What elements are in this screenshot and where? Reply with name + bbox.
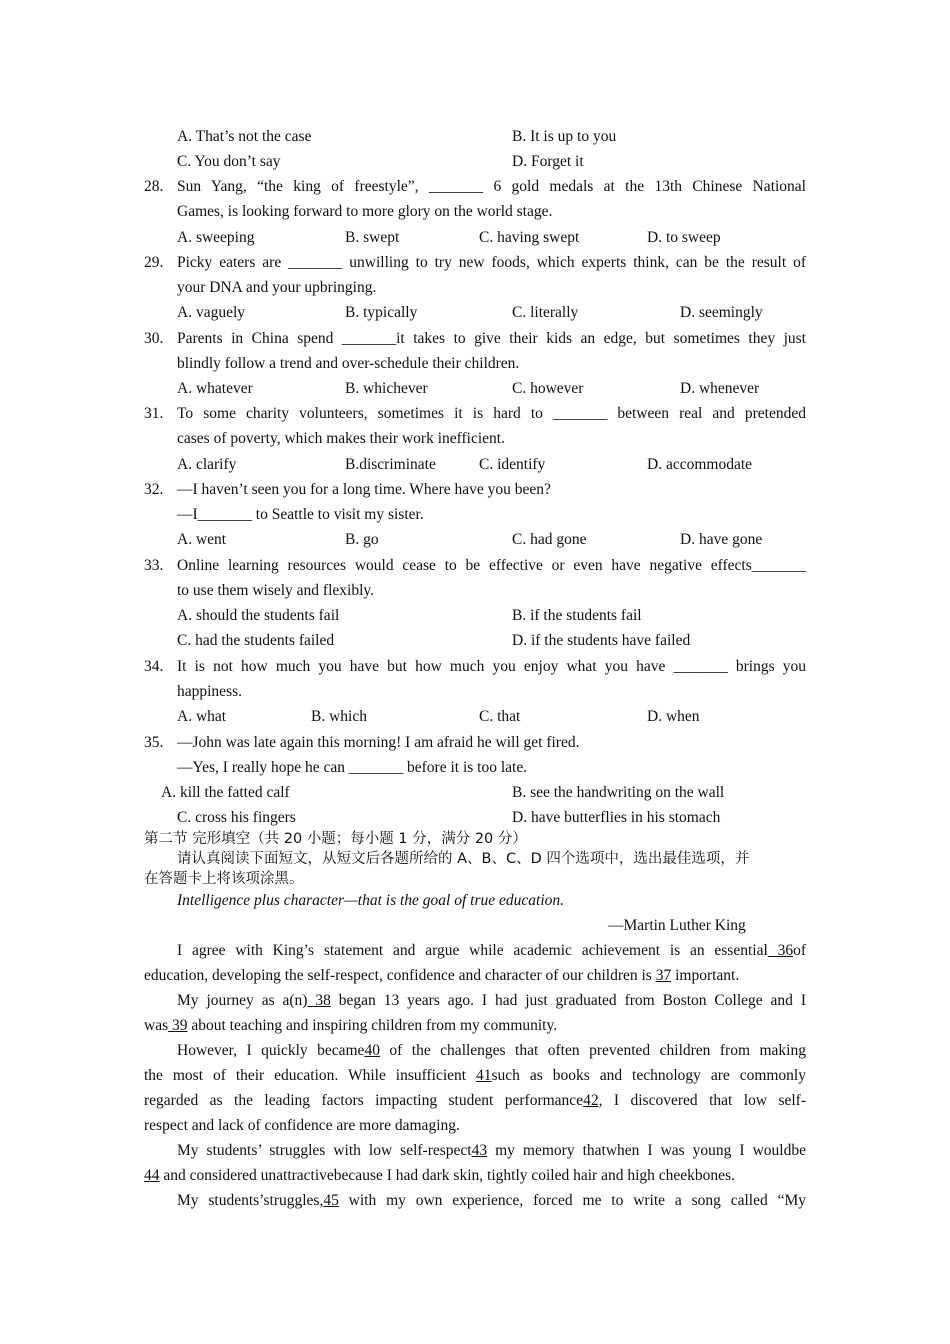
epigraph-attribution: —Martin Luther King	[608, 917, 746, 934]
question-stem-line: To some charity volunteers, sometimes it is hard to _______ between real and pretended	[177, 405, 806, 422]
option-a: A. sweeping	[177, 229, 255, 246]
option-c: C. literally	[512, 304, 579, 321]
blank-38: 38	[307, 992, 331, 1009]
question-number: 33.	[144, 557, 164, 574]
option-b: B. swept	[345, 229, 400, 246]
question-number: 28.	[144, 178, 164, 195]
question-number: 34.	[144, 658, 164, 675]
question-stem-line: —Yes, I really hope he can _______ before it is too late.	[177, 759, 528, 776]
option-a: A. went	[177, 531, 227, 548]
blank-37: 37	[655, 967, 672, 984]
option-d: D. whenever	[680, 380, 760, 397]
blank-41: 41	[476, 1067, 492, 1084]
option-b: B. go	[345, 531, 379, 548]
option-a: A. what	[177, 708, 227, 725]
question-stem-line: —John was late again this morning! I am afraid he will get fired.	[177, 734, 580, 751]
option-d: D. have gone	[680, 531, 763, 548]
question-stem-line: happiness.	[177, 683, 243, 700]
question-number: 29.	[144, 254, 164, 271]
epigraph-quote: Intelligence plus character—that is the goal of true education.	[177, 892, 565, 909]
option-c: C. identify	[479, 456, 546, 473]
q27-option-a: A. That’s not the case	[177, 128, 312, 145]
option-a: A. whatever	[177, 380, 253, 397]
q27-option-b: B. It is up to you	[512, 128, 617, 145]
section-instruction: 请认真阅读下面短文，从短文后各题所给的 A、B、C、D 四个选项中，选出最佳选项，并	[177, 851, 750, 867]
question-stem-line: —I_______ to Seattle to visit my sister.	[177, 506, 424, 523]
question-stem-line: Picky eaters are _______ unwilling to try new foods, which experts think, can be the result of	[177, 254, 806, 271]
passage-line: However, I quickly became40 of the challenges that often prevented children from making	[177, 1042, 806, 1059]
option-a: A. should the students fail	[177, 607, 340, 624]
option-c: C. cross his fingers	[177, 809, 296, 826]
passage-line: the most of their education. While insufficient 41such as books and technology are commonly	[144, 1067, 806, 1084]
passage-line: regarded as the leading factors impacting student performance42, I discovered that low self-	[144, 1092, 807, 1109]
question-stem-line: Parents in China spend _______it takes to give their kids an edge, but sometimes they just	[177, 330, 806, 347]
option-d: D. to sweep	[647, 229, 721, 246]
option-b: B. typically	[345, 304, 418, 321]
option-b: B. whichever	[345, 380, 428, 397]
question-stem-line: to use them wisely and flexibly.	[177, 582, 375, 599]
question-number: 32.	[144, 481, 164, 498]
option-d: D. have butterflies in his stomach	[512, 809, 721, 826]
option-c: C. however	[512, 380, 584, 397]
question-stem-line: Games, is looking forward to more glory on the world stage.	[177, 203, 553, 220]
option-d: D. when	[647, 708, 700, 725]
question-number: 30.	[144, 330, 164, 347]
option-a: A. clarify	[177, 456, 237, 473]
option-b: B. see the handwriting on the wall	[512, 784, 725, 801]
passage-line: My students’ struggles with low self-respect43 my memory thatwhen I was young I wouldbe	[177, 1142, 806, 1159]
option-b: B. if the students fail	[512, 607, 642, 624]
option-c: C. that	[479, 708, 521, 725]
option-a: A. kill the fatted calf	[161, 784, 290, 801]
passage-line: I agree with King’s statement and argue while academic achievement is an essential 36of	[177, 942, 806, 959]
question-stem-line: —I haven’t seen you for a long time. Where have you been?	[177, 481, 551, 498]
passage-line: My journey as a(n) 38 began 13 years ago. I had just graduated from Boston College and I	[177, 992, 807, 1009]
option-c: C. having swept	[479, 229, 580, 246]
section-instruction: 在答题卡上将该项涂黑。	[144, 871, 304, 887]
option-d: D. if the students have failed	[512, 632, 691, 649]
option-d: D. accommodate	[647, 456, 753, 473]
question-stem-line: It is not how much you have but how much you enjoy what you have _______ brings you	[177, 658, 806, 675]
question-stem-line: Sun Yang, “the king of freestyle”, _______ 6 gold medals at the 13th Chinese National	[177, 178, 806, 195]
option-c: C. had the students failed	[177, 632, 335, 649]
blank-42: 42	[583, 1092, 599, 1109]
question-stem-line: your DNA and your upbringing.	[177, 279, 377, 296]
question-number: 35.	[144, 734, 164, 751]
option-c: C. had gone	[512, 531, 587, 548]
option-b: B.discriminate	[345, 456, 436, 473]
blank-39: 39	[168, 1017, 188, 1034]
option-b: B. which	[311, 708, 367, 725]
passage-line: 44 and considered unattractivebecause I had dark skin, tightly coiled hair and high cheekbones.	[144, 1167, 735, 1184]
question-stem-line: Online learning resources would cease to be effective or even have negative effects_______	[177, 557, 806, 574]
blank-43: 43	[471, 1142, 488, 1159]
passage-line: was 39 about teaching and inspiring children from my community.	[144, 1017, 558, 1034]
q27-option-d: D. Forget it	[512, 153, 584, 170]
question-stem-line: cases of poverty, which makes their work inefficient.	[177, 430, 505, 447]
question-number: 31.	[144, 405, 164, 422]
q27-option-c: C. You don’t say	[177, 153, 281, 170]
passage-line: respect and lack of confidence are more damaging.	[144, 1117, 460, 1134]
passage-line: My students’struggles,45 with my own experience, forced me to write a song called “My	[177, 1192, 806, 1209]
blank-36: 36	[767, 942, 794, 959]
section-heading: 第二节 完形填空（共 20 小题；每小题 1 分，满分 20 分）	[144, 831, 527, 847]
blank-44: 44	[144, 1167, 160, 1184]
blank-45: 45	[323, 1192, 339, 1209]
option-d: D. seemingly	[680, 304, 763, 321]
option-a: A. vaguely	[177, 304, 246, 321]
blank-40: 40	[364, 1042, 380, 1059]
question-stem-line: blindly follow a trend and over-schedule their children.	[177, 355, 520, 372]
passage-line: education, developing the self-respect, confidence and character of our children is 37 important.	[144, 967, 740, 984]
